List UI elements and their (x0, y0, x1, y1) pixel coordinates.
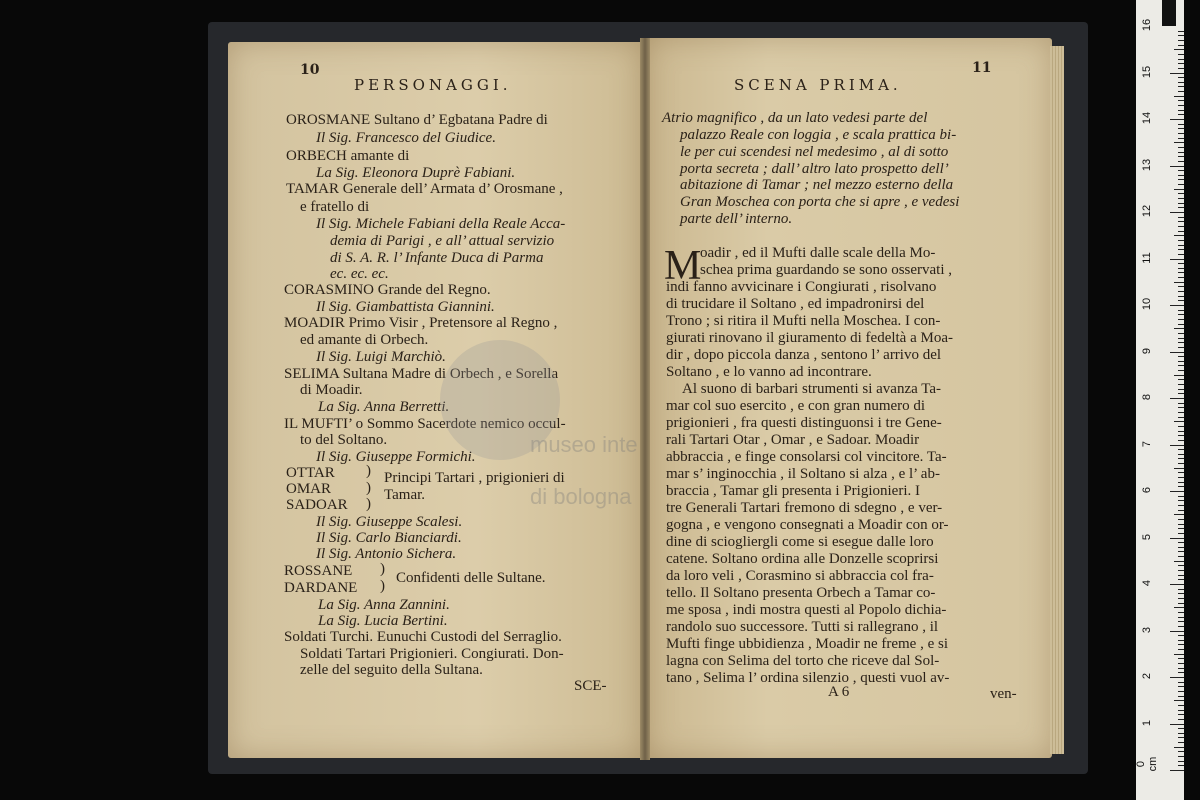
ruler-tick (1178, 175, 1184, 176)
body-line: di trucidare il Soltano , ed impadronirsi del (666, 296, 925, 312)
ruler-tick (1178, 519, 1184, 520)
ruler-tick (1178, 35, 1184, 36)
ruler-unit-label: 0 cm (1135, 756, 1159, 772)
ruler-tick (1178, 86, 1184, 87)
catchword: SCE- (574, 678, 607, 694)
ruler-tick (1178, 347, 1184, 348)
setting-line: Gran Moschea con porta che si apre , e vedesi (680, 194, 960, 210)
cast-line: La Sig. Lucia Bertini. (318, 613, 448, 629)
ruler-tick (1178, 761, 1184, 762)
body-line: Al suono di barbari strumenti si avanza Ta- (682, 381, 942, 397)
setting-line: palazzo Reale con loggia , e scala prattica bi- (680, 127, 957, 143)
ruler-tick (1178, 384, 1184, 385)
ruler-tick (1178, 440, 1184, 441)
cast-line: demia di Parigi , e all’ attual servizio (330, 233, 555, 249)
ruler-tick (1178, 570, 1184, 571)
ruler-tick (1178, 579, 1184, 580)
ruler-tick (1170, 677, 1184, 678)
bracket: ) (366, 463, 371, 479)
cast-line: to del Soltano. (300, 432, 388, 448)
ruler-number: 2 (1141, 672, 1153, 680)
ruler-tick (1174, 654, 1184, 655)
ruler-number: 6 (1141, 486, 1153, 494)
ruler-tick (1178, 686, 1184, 687)
ruler-tick (1178, 617, 1184, 618)
cast-line: Principi Tartari , prigionieri di (384, 470, 565, 486)
ruler-color-bar (1162, 0, 1176, 26)
ruler-tick (1178, 91, 1184, 92)
ruler-tick (1178, 449, 1184, 450)
ruler-tick (1178, 598, 1184, 599)
ruler-tick (1178, 147, 1184, 148)
body-line: da loro veli , Corasmino si abbraccia col fra- (666, 568, 934, 584)
ruler-tick (1170, 119, 1184, 120)
body-line: oadir , ed il Mufti dalle scale della Mo- (700, 245, 936, 261)
scale-ruler (1136, 0, 1184, 800)
ruler-tick (1178, 324, 1184, 325)
ruler-tick (1178, 59, 1184, 60)
ruler-tick (1178, 393, 1184, 394)
ruler-tick (1178, 728, 1184, 729)
ruler-tick (1174, 700, 1184, 701)
ruler-tick (1178, 291, 1184, 292)
bracket: ) (366, 496, 371, 512)
cast-line: OROSMANE Sultano d’ Egbatana Padre di (286, 112, 548, 128)
ruler-tick (1178, 226, 1184, 227)
ruler-tick (1178, 705, 1184, 706)
ruler-number: 1 (1141, 719, 1153, 726)
ruler-tick (1178, 254, 1184, 255)
ruler-tick (1174, 421, 1184, 422)
cast-line: CORASMINO Grande del Regno. (284, 282, 491, 298)
ruler-tick (1178, 463, 1184, 464)
ruler-tick (1170, 398, 1184, 399)
body-line: schea prima guardando se sono osservati , (700, 262, 953, 278)
drop-cap: M (664, 243, 702, 289)
ruler-tick (1178, 263, 1184, 264)
cast-line: OTTAR (286, 465, 335, 481)
bracket: ) (366, 480, 371, 496)
ruler-tick (1178, 389, 1184, 390)
ruler-tick (1178, 742, 1184, 743)
cast-line: SELIMA Sultana Madre di Orbech , e Sorella (284, 366, 559, 382)
catchword: ven- (990, 686, 1017, 702)
ruler-number: 4 (1141, 579, 1153, 587)
ruler-tick (1178, 342, 1184, 343)
ruler-tick (1178, 658, 1184, 659)
body-line: abbraccia , e finge consolarsi col vincitore. Ta- (666, 449, 947, 465)
ruler-tick (1178, 505, 1184, 506)
cast-line: ec. ec. ec. (330, 266, 389, 282)
body-line: Trono ; si ritira il Mufti nella Moschea. I con- (666, 313, 941, 329)
left-page-number: 10 (300, 62, 320, 78)
ruler-tick (1170, 724, 1184, 725)
ruler-tick (1178, 454, 1184, 455)
cast-line: SADOAR (286, 497, 348, 513)
ruler-tick (1178, 124, 1184, 125)
ruler-tick (1178, 635, 1184, 636)
body-line: braccia , Tamar gli presenta i Prigionieri. I (666, 483, 920, 499)
ruler-tick (1178, 221, 1184, 222)
ruler-tick (1178, 417, 1184, 418)
ruler-tick (1178, 179, 1184, 180)
ruler-tick (1178, 640, 1184, 641)
ruler-tick (1178, 477, 1184, 478)
ruler-tick (1178, 356, 1184, 357)
ruler-tick (1170, 631, 1184, 632)
ruler-tick (1178, 170, 1184, 171)
ruler-tick (1178, 198, 1184, 199)
setting-line: Atrio magnifico , da un lato vedesi parte del (662, 110, 928, 126)
ruler-tick (1174, 328, 1184, 329)
cast-line: Soldati Turchi. Eunuchi Custodi del Serraglio. (284, 629, 562, 645)
ruler-tick (1178, 240, 1184, 241)
ruler-tick (1174, 607, 1184, 608)
cast-line: Il Sig. Francesco del Giudice. (316, 130, 496, 146)
bracket: ) (380, 578, 385, 594)
ruler-tick (1178, 482, 1184, 483)
ruler-tick (1174, 189, 1184, 190)
ruler-tick (1178, 161, 1184, 162)
ruler-tick (1178, 249, 1184, 250)
ruler-tick (1178, 644, 1184, 645)
body-line: gogna , e vengono consegnati a Moadir con or- (666, 517, 949, 533)
cast-line: Il Sig. Giuseppe Scalesi. (316, 514, 463, 530)
ruler-tick (1178, 184, 1184, 185)
ruler-tick (1178, 277, 1184, 278)
ruler-tick (1178, 603, 1184, 604)
ruler-tick (1178, 128, 1184, 129)
body-line: tre Generali Tartari fremono di sdegno , e ver- (666, 500, 943, 516)
cast-line: Il Sig. Carlo Bianciardi. (316, 530, 462, 546)
ruler-tick (1178, 82, 1184, 83)
left-page-header: PERSONAGGI. (354, 76, 512, 94)
cast-line: IL MUFTI’ o Sommo Sacerdote nemico occul- (284, 416, 566, 432)
ruler-tick (1178, 156, 1184, 157)
ruler-tick (1174, 375, 1184, 376)
ruler-tick (1174, 747, 1184, 748)
ruler-tick (1178, 663, 1184, 664)
ruler-tick (1178, 691, 1184, 692)
ruler-tick (1178, 100, 1184, 101)
body-line: rali Tartari Otar , Omar , e Sadoar. Moadir (666, 432, 920, 448)
ruler-tick (1170, 491, 1184, 492)
ruler-tick (1178, 551, 1184, 552)
right-page-number: 11 (972, 60, 992, 76)
signature-mark: A 6 (828, 684, 850, 700)
body-line: mar s’ inginocchia , il Soltano si alza , e l’ ab- (666, 466, 940, 482)
ruler-tick (1178, 524, 1184, 525)
ruler-tick (1178, 412, 1184, 413)
ruler-tick (1178, 756, 1184, 757)
cast-line: DARDANE (284, 580, 358, 596)
ruler-tick (1174, 142, 1184, 143)
ruler-tick (1178, 379, 1184, 380)
ruler-tick (1178, 682, 1184, 683)
cast-line: e fratello di (300, 199, 370, 215)
ruler-tick (1178, 696, 1184, 697)
ruler-tick (1178, 403, 1184, 404)
ruler-tick (1178, 54, 1184, 55)
cast-line: La Sig. Anna Berretti. (318, 399, 450, 415)
body-line: catene. Soltano ordina alle Donzelle scoprirsi (666, 551, 939, 567)
ruler-tick (1174, 282, 1184, 283)
ruler-tick (1178, 547, 1184, 548)
cast-line: TAMAR Generale dell’ Armata d’ Orosmane , (286, 181, 563, 197)
ruler-tick (1178, 733, 1184, 734)
ruler-tick (1178, 231, 1184, 232)
ruler-tick (1178, 486, 1184, 487)
body-line: me sposa , indi mostra questi al Popolo dichia- (666, 602, 947, 618)
ruler-tick (1178, 133, 1184, 134)
ruler-tick (1178, 333, 1184, 334)
ruler-tick (1178, 458, 1184, 459)
setting-line: porta secreta ; dall’ altro lato prospetto dell’ (680, 161, 949, 177)
body-line: Soltano , e lo vanno ad incontrare. (666, 364, 872, 380)
ruler-number: 13 (1141, 158, 1153, 171)
ruler-tick (1178, 272, 1184, 273)
ruler-tick (1174, 49, 1184, 50)
ruler-tick (1178, 314, 1184, 315)
cast-line: MOADIR Primo Visir , Pretensore al Regno , (284, 315, 558, 331)
ruler-tick (1178, 319, 1184, 320)
body-line: tello. Il Soltano presenta Orbech a Tamar co- (666, 585, 936, 601)
body-line: Mufti finge ubbidienza , Moadir ne freme , e si (666, 636, 948, 652)
cast-line: ORBECH amante di (286, 148, 410, 164)
cast-line: Il Sig. Giuseppe Formichi. (316, 449, 476, 465)
ruler-tick (1178, 207, 1184, 208)
ruler-number: 14 (1141, 111, 1153, 125)
cast-line: ed amante di Orbech. (300, 332, 429, 348)
ruler-tick (1178, 542, 1184, 543)
ruler-number: 15 (1141, 65, 1153, 78)
ruler-tick (1178, 114, 1184, 115)
setting-line: le per cui scendesi nel medesimo , al di sotto (680, 144, 949, 160)
ruler-tick (1178, 668, 1184, 669)
ruler-tick (1178, 435, 1184, 436)
ruler-tick (1178, 496, 1184, 497)
ruler-tick (1178, 110, 1184, 111)
cast-line: Il Sig. Michele Fabiani della Reale Acca- (316, 216, 566, 232)
ruler-tick (1178, 105, 1184, 106)
watermark-text: museo inte (530, 432, 638, 457)
ruler-tick (1178, 407, 1184, 408)
ruler-tick (1178, 565, 1184, 566)
ruler-tick (1178, 138, 1184, 139)
right-page-header: SCENA PRIMA. (734, 76, 902, 94)
ruler-tick (1170, 445, 1184, 446)
ruler-tick (1178, 217, 1184, 218)
book-gutter (640, 38, 650, 760)
ruler-tick (1178, 40, 1184, 41)
cast-line: ROSSANE (284, 563, 353, 579)
ruler-tick (1178, 338, 1184, 339)
ruler-tick (1178, 63, 1184, 64)
ruler-tick (1178, 310, 1184, 311)
ruler-number: 3 (1141, 626, 1153, 633)
ruler-tick (1174, 514, 1184, 515)
cast-line: Il Sig. Giambattista Giannini. (316, 299, 495, 315)
ruler-tick (1178, 472, 1184, 473)
watermark-text: di bologna (530, 484, 632, 509)
page-edges (1050, 46, 1064, 754)
ruler-tick (1174, 235, 1184, 236)
body-line: dir , dopo piccola danza , sentono l’ arrivo del (666, 347, 942, 363)
cast-line: zelle del seguito della Sultana. (300, 662, 483, 678)
ruler-number: 8 (1141, 393, 1153, 401)
ruler-tick (1178, 245, 1184, 246)
ruler-tick (1178, 370, 1184, 371)
ruler-tick (1178, 361, 1184, 362)
ruler-tick (1178, 77, 1184, 78)
ruler-tick (1178, 365, 1184, 366)
ruler-tick (1170, 166, 1184, 167)
ruler-number: 10 (1141, 297, 1153, 311)
ruler-tick (1178, 286, 1184, 287)
ruler-tick (1178, 626, 1184, 627)
ruler-tick (1178, 68, 1184, 69)
ruler-number: 7 (1141, 440, 1153, 447)
ruler-tick (1178, 510, 1184, 511)
body-line: randolo suo successore. Tutti si rallegrano , il (666, 619, 939, 635)
ruler-tick (1174, 561, 1184, 562)
ruler-tick (1178, 500, 1184, 501)
cast-line: Tamar. (384, 487, 426, 503)
ruler-tick (1178, 710, 1184, 711)
ruler-tick (1178, 719, 1184, 720)
body-line: dine di sciogliergli come si esegue dalle loro (666, 534, 934, 550)
setting-line: abitazione di Tamar ; nel mezzo esterno della (680, 177, 954, 193)
ruler-tick (1170, 305, 1184, 306)
ruler-tick (1170, 352, 1184, 353)
ruler-tick (1178, 649, 1184, 650)
ruler-tick (1178, 45, 1184, 46)
cast-line: Confidenti delle Sultane. (396, 570, 546, 586)
cast-line: La Sig. Eleonora Duprè Fabiani. (316, 165, 516, 181)
ruler-tick (1170, 212, 1184, 213)
cast-line: OMAR (286, 481, 332, 497)
cast-line: di Moadir. (300, 382, 363, 398)
ruler-tick (1178, 589, 1184, 590)
ruler-tick (1170, 73, 1184, 74)
cast-line: Soldati Tartari Prigionieri. Congiurati. Don- (300, 646, 564, 662)
ruler-tick (1178, 296, 1184, 297)
ruler-tick (1178, 203, 1184, 204)
ruler-tick (1178, 300, 1184, 301)
ruler-tick (1178, 193, 1184, 194)
ruler-tick (1170, 259, 1184, 260)
body-line: indi fanno avvicinare i Congiurati , risolvano (666, 279, 937, 295)
ruler-number: 5 (1141, 533, 1153, 540)
ruler-tick (1178, 528, 1184, 529)
body-line: prigionieri , fra questi distinguonsi i tre Gene- (666, 415, 942, 431)
ruler-tick (1170, 584, 1184, 585)
ruler-tick (1178, 431, 1184, 432)
ruler-tick (1178, 714, 1184, 715)
ruler-tick (1178, 621, 1184, 622)
ruler-tick (1170, 538, 1184, 539)
ruler-tick (1174, 468, 1184, 469)
ruler-tick (1178, 268, 1184, 269)
ruler-tick (1178, 556, 1184, 557)
body-line: giurati rinovano il giuramento di fedeltà a Moa- (666, 330, 953, 346)
ruler-tick (1178, 593, 1184, 594)
ruler-number: 11 (1141, 251, 1153, 264)
bracket: ) (380, 561, 385, 577)
ruler-tick (1178, 737, 1184, 738)
ruler-tick (1178, 533, 1184, 534)
cast-line: Il Sig. Antonio Sichera. (316, 546, 457, 562)
cast-line: La Sig. Anna Zannini. (318, 597, 450, 613)
ruler-number: 12 (1141, 204, 1153, 218)
ruler-tick (1174, 96, 1184, 97)
ruler-tick (1178, 31, 1184, 32)
body-line: tano , Selima l’ ordina silenzio , questi vuol av- (666, 670, 950, 686)
setting-line: parte dell’ interno. (680, 211, 793, 227)
ruler-number: 9 (1141, 347, 1153, 354)
ruler-tick (1178, 672, 1184, 673)
ruler-tick (1178, 575, 1184, 576)
ruler-tick (1178, 765, 1184, 766)
cast-line: Il Sig. Luigi Marchiò. (316, 349, 446, 365)
body-line: mar col suo esercito , e con gran numero di (666, 398, 926, 414)
ruler-number: 16 (1141, 18, 1153, 32)
cast-line: di S. A. R. l’ Infante Duca di Parma (330, 250, 544, 266)
ruler-tick (1178, 751, 1184, 752)
ruler-tick (1178, 152, 1184, 153)
ruler-tick (1178, 612, 1184, 613)
ruler-tick (1178, 426, 1184, 427)
body-line: lagna con Selima del torto che riceve dal Sol- (666, 653, 940, 669)
ruler-tick (1170, 770, 1184, 771)
